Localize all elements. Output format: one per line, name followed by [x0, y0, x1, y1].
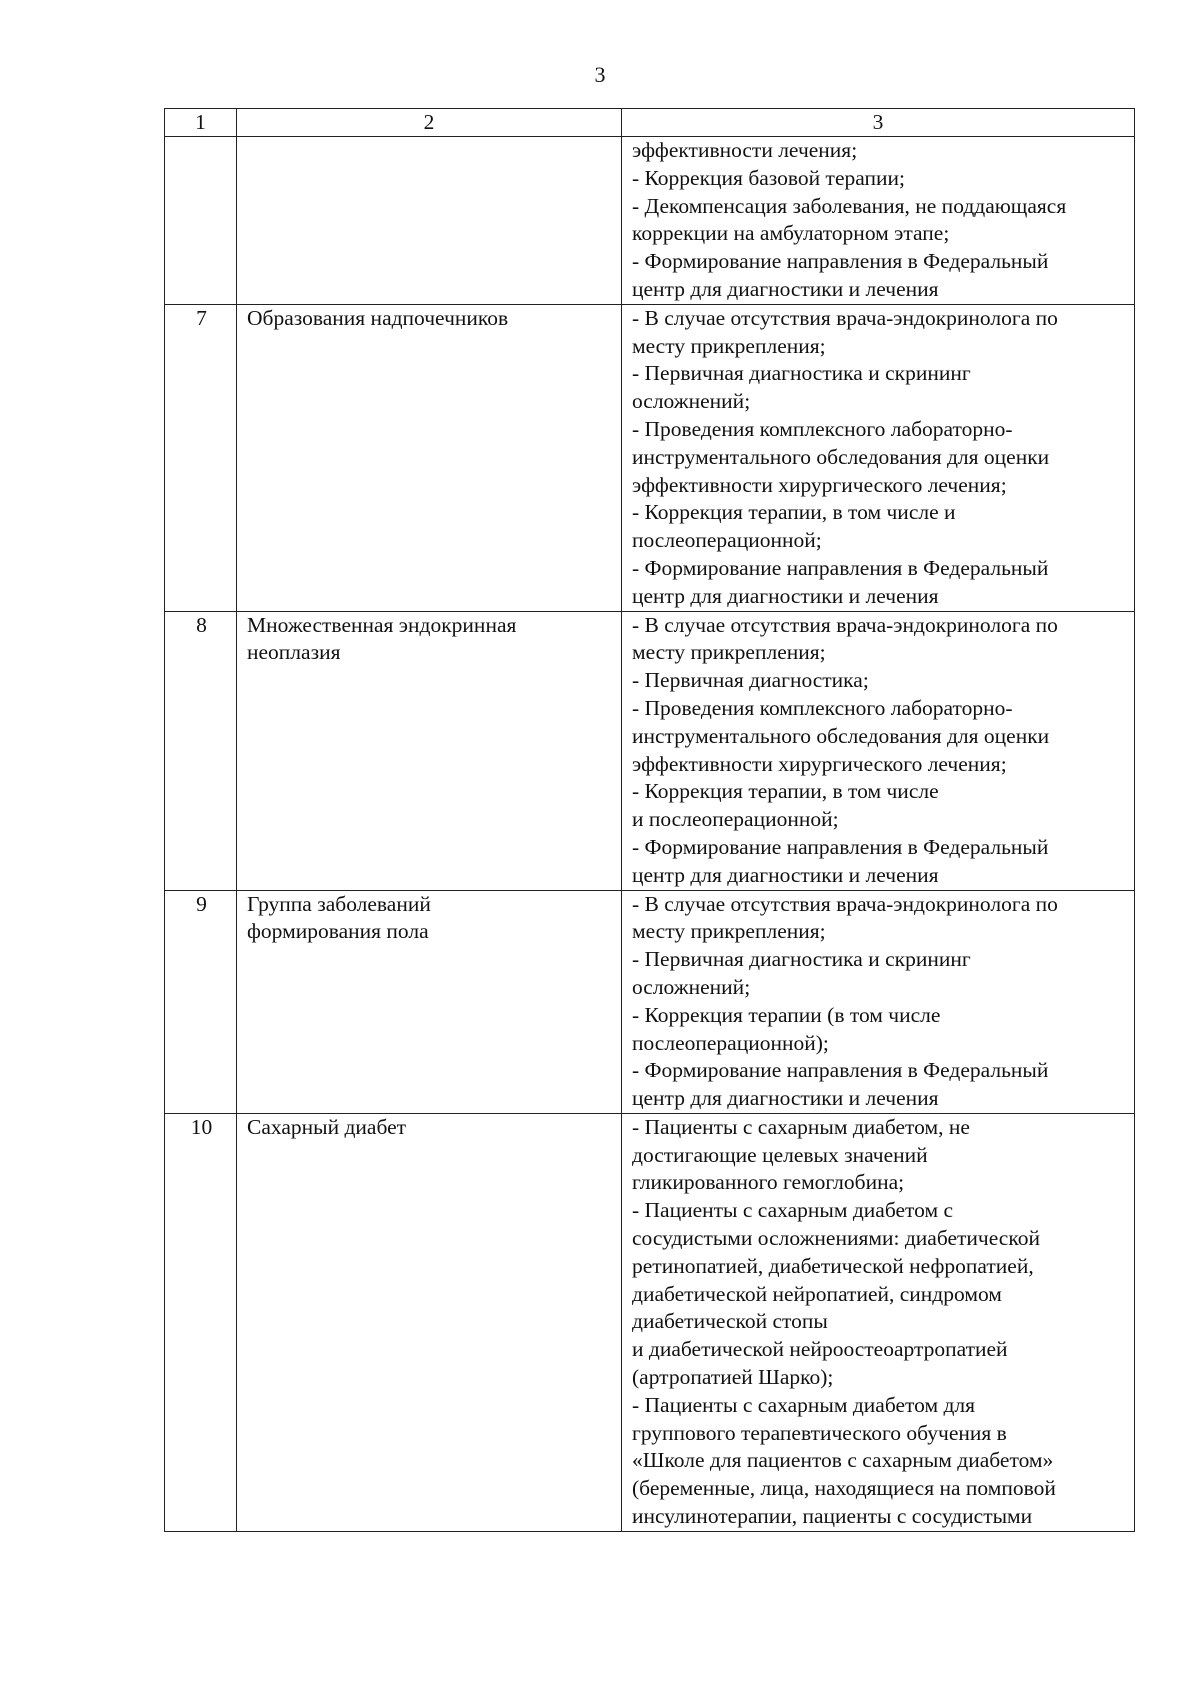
disease-name-line: Сахарный диабет	[247, 1114, 407, 1139]
disease-name-cell	[237, 611, 622, 890]
criteria-line: месту прикрепления;	[632, 919, 826, 944]
criteria-line: коррекции на амбулаторном этапе;	[632, 221, 950, 246]
disease-name-line: формирования пола	[247, 919, 429, 944]
criteria-line: - Пациенты с сахарным диабетом с	[632, 1198, 953, 1223]
criteria-line: осложнений;	[632, 389, 751, 414]
criteria-line: - Пациенты с сахарным диабетом для	[632, 1392, 976, 1417]
criteria-line: - Формирование направления в Федеральный	[632, 249, 1049, 274]
header-col-2: 2	[237, 109, 622, 137]
criteria-line: - Первичная диагностика и скрининг	[632, 361, 971, 386]
criteria-line: эффективности хирургического лечения;	[632, 472, 1007, 497]
table-row	[165, 304, 1135, 611]
criteria-line: диабетической стопы	[632, 1309, 828, 1334]
criteria-line: - Формирование направления в Федеральный	[632, 1058, 1049, 1083]
criteria-line: - Пациенты с сахарным диабетом, не	[632, 1114, 970, 1139]
criteria-line: осложнений;	[632, 974, 751, 999]
criteria-line: - Формирование направления в Федеральный	[632, 834, 1049, 859]
table-body	[165, 137, 1135, 1532]
criteria-line: инсулинотерапии, пациенты с сосудистыми	[632, 1504, 1033, 1529]
criteria-line: (артропатией Шарко);	[632, 1365, 834, 1390]
criteria-line: - Формирование направления в Федеральный	[632, 555, 1049, 580]
page-number: 3	[594, 62, 606, 87]
disease-name-cell	[237, 890, 622, 1113]
criteria-line: послеоперационной);	[632, 1030, 829, 1055]
referral-criteria-cell	[622, 890, 1135, 1113]
header-col-3: 3	[622, 109, 1135, 137]
criteria-line: послеоперационной;	[632, 528, 822, 553]
criteria-line: центр для диагностики и лечения	[632, 862, 939, 887]
criteria-line: диабетической нейропатией, синдромом	[632, 1281, 1002, 1306]
table-row	[165, 1113, 1135, 1531]
criteria-line: эффективности лечения;	[632, 138, 858, 162]
row-number: 9	[165, 890, 237, 1113]
disease-name-cell	[237, 1113, 622, 1531]
criteria-line: центр для диагностики и лечения	[632, 1086, 939, 1111]
criteria-line: (беременные, лица, находящиеся на помповой	[632, 1476, 1056, 1501]
header-col-1: 1	[165, 109, 237, 137]
criteria-line: - В случае отсутствия врача-эндокринолога по	[632, 305, 1058, 330]
criteria-line: - Проведения комплексного лабораторно-	[632, 695, 1013, 720]
criteria-line: центр для диагностики и лечения	[632, 276, 939, 301]
disease-name-line: неоплазия	[247, 640, 341, 665]
criteria-line: инструментального обследования для оценки	[632, 444, 1050, 469]
criteria-line: группового терапевтического обучения в	[632, 1420, 1007, 1445]
criteria-line: - Первичная диагностика и скрининг	[632, 947, 971, 972]
criteria-line: - Коррекция базовой терапии;	[632, 165, 905, 190]
disease-name-cell	[237, 137, 622, 305]
row-number: 7	[165, 304, 237, 611]
criteria-line: - В случае отсутствия врача-эндокринолога по	[632, 612, 1058, 637]
criteria-line: достигающие целевых значений	[632, 1142, 928, 1167]
disease-name-line: Множественная эндокринная	[247, 612, 517, 637]
row-number: 10	[165, 1113, 237, 1531]
criteria-line: - Коррекция терапии, в том числе и	[632, 500, 956, 525]
criteria-line: инструментального обследования для оценки	[632, 723, 1050, 748]
criteria-line: сосудистыми осложнениями: диабетической	[632, 1226, 1040, 1251]
criteria-line: - Декомпенсация заболевания, не поддающаяся	[632, 193, 1067, 218]
table-header-row	[165, 109, 1135, 137]
criteria-line: месту прикрепления;	[632, 640, 826, 665]
criteria-line: - Коррекция терапии, в том числе	[632, 779, 939, 804]
criteria-line: - Первичная диагностика;	[632, 668, 869, 693]
table-row	[165, 890, 1135, 1113]
criteria-line: ретинопатией, диабетической нефропатией,	[632, 1253, 1034, 1278]
criteria-line: - В случае отсутствия врача-эндокринолога по	[632, 891, 1058, 916]
referral-criteria-cell	[622, 137, 1135, 305]
row-number: 8	[165, 611, 237, 890]
referral-criteria-cell	[622, 1113, 1135, 1531]
criteria-line: гликированного гемоглобина;	[632, 1170, 905, 1195]
referral-criteria-cell	[622, 611, 1135, 890]
disease-name-line: Образования надпочечников	[247, 305, 509, 330]
criteria-line: - Проведения комплексного лабораторно-	[632, 416, 1013, 441]
criteria-line: и диабетической нейроостеоартропатией	[632, 1337, 1008, 1362]
row-number	[165, 137, 237, 305]
criteria-line: - Коррекция терапии (в том числе	[632, 1002, 941, 1027]
referral-criteria-table	[164, 108, 1135, 1532]
criteria-line: центр для диагностики и лечения	[632, 583, 939, 608]
criteria-line: и послеоперационной;	[632, 807, 839, 832]
criteria-line: месту прикрепления;	[632, 333, 826, 358]
disease-name-line: Группа заболеваний	[247, 891, 431, 916]
table-row	[165, 611, 1135, 890]
criteria-line: эффективности хирургического лечения;	[632, 751, 1007, 776]
referral-criteria-cell	[622, 304, 1135, 611]
criteria-line: «Школе для пациентов с сахарным диабетом»	[632, 1448, 1054, 1473]
disease-name-cell	[237, 304, 622, 611]
table-row	[165, 137, 1135, 305]
